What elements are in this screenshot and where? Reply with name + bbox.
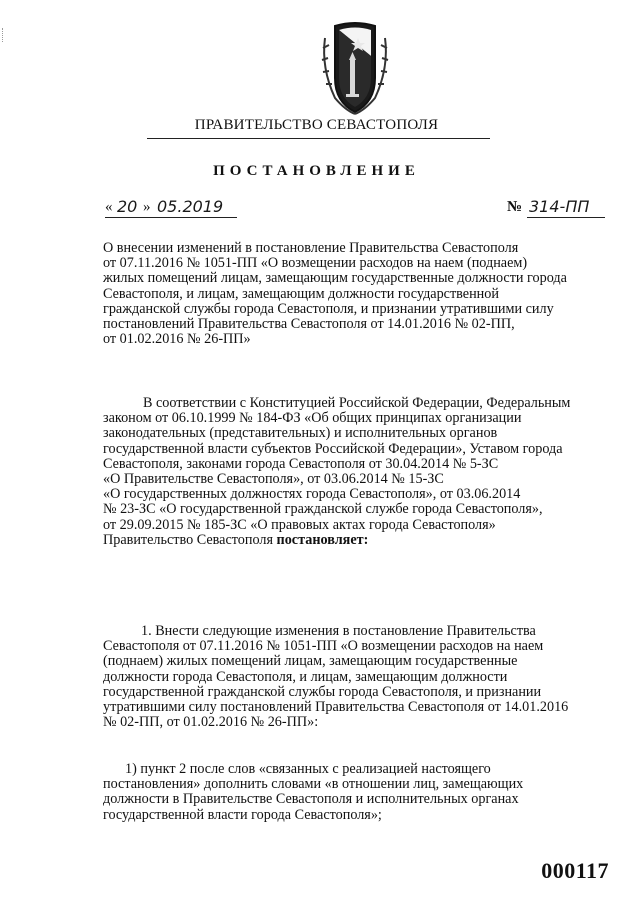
document-date bbox=[105, 199, 245, 219]
date-day: 20 bbox=[117, 197, 138, 216]
date-close-quote: » bbox=[143, 199, 151, 215]
serial-number: 000117 bbox=[541, 858, 609, 883]
number-value: 314-ПП bbox=[529, 197, 590, 216]
preamble-paragraph bbox=[103, 396, 603, 548]
date-open-quote: « bbox=[105, 199, 113, 215]
document-number bbox=[507, 199, 607, 219]
sevastopol-coat-of-arms-icon bbox=[315, 18, 395, 116]
number-underline bbox=[527, 217, 605, 218]
item-1-1-paragraph bbox=[103, 762, 603, 823]
date-underline bbox=[105, 217, 237, 218]
organization-name: ПРАВИТЕЛЬСТВО СЕВАСТОПОЛЯ bbox=[194, 117, 439, 133]
preamble-bold-word: постановляет: bbox=[276, 531, 369, 548]
number-sign: № bbox=[507, 199, 523, 215]
binding-mark bbox=[2, 28, 7, 42]
date-month-year: 05.2019 bbox=[157, 197, 224, 216]
item-1-paragraph bbox=[103, 624, 603, 730]
item-1-text: 1. Внести следующие изменения в постановление Правительства Севастополя от 07.11.2016 № 1051-ПП «О возмещении расходов на наем (поднаем) жилых помещений лицам, замещающим государственные должности города Севастополя, и лицам, замещающим должности государственной гражданской службы города Севастополя, и признании утратившими силу постановлений Правительства Севастополя от 14.01.2016 № 02-ПП, от 01.02.2016 № 26-ПП»: bbox=[103, 623, 569, 731]
document-title: О внесении изменений в постановление Правительства Севастополя от 07.11.2016 № 1051-ПП «О возмещении расходов на наем (поднаем) жилых помещений лицам, замещающим государственные должности города Севастополя, и лицам, замещающим должности государственной гражданской службы города Севастополя, и признании утратившими силу постановлений Правительства Севастополя от 14.01.2016 № 02-ПП, от 01.02.2016 № 26-ПП» bbox=[103, 240, 567, 348]
organization-underline bbox=[147, 138, 490, 139]
document-type-title: ПОСТАНОВЛЕНИЕ bbox=[213, 163, 420, 179]
preamble-text: В соответствии с Конституцией Российской Федерации, Федеральным законом от 06.10.1999 № 184-ФЗ «Об общих принципах организации законодательных (представительных) и исполнительных органов государственной власти субъектов Российской Федерации», Уставом города Севастополя, законами города Севастополя от 30.04.2014 № 5-ЗС «О Правительстве Севастополя», от 03.06.2014 № 15-ЗС «О государственных должностях города Севастополя», от 03.06.2014 № 23-ЗС «О государственной гражданской службе города Севастополя», от 29.09.2015 № 185-ЗС «О правовых актах города Севастополя» Правительство Севастополя bbox=[103, 395, 571, 548]
item-1-1-text: 1) пункт 2 после слов «связанных с реализацией настоящего постановления» дополнить словами «в отношении лиц, замещающих должности в Правительстве Севастополя и исполнительных органах государственной власти города Севастополя»; bbox=[103, 761, 524, 823]
